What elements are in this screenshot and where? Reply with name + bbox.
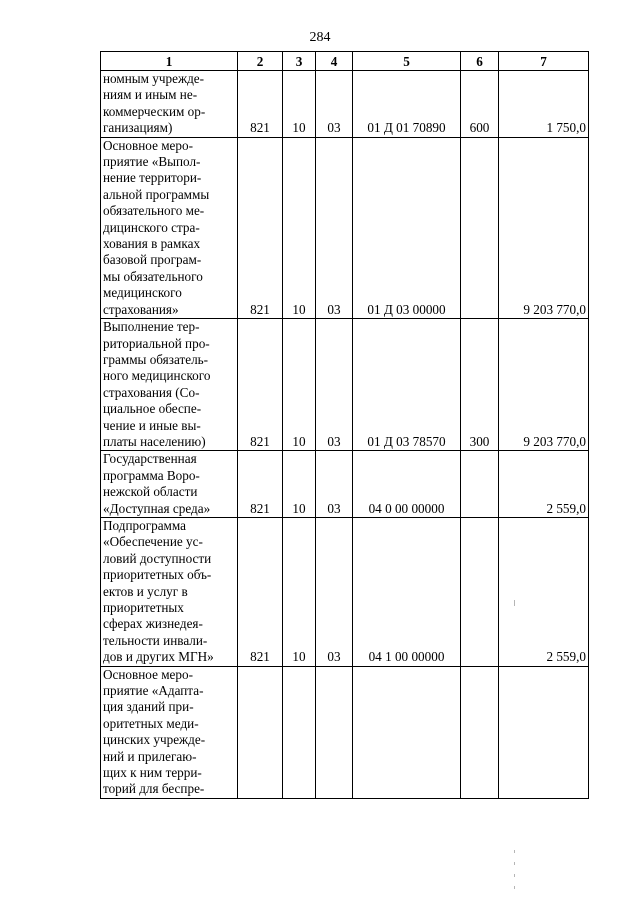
budget-table — [100, 51, 589, 799]
row-name: Подпрограмма «Обеспечение ус- ловий доступности приоритетных объ- ектов и услуг в приоритетных сферах жизнедея- тельности инвали- дов и других МГН» — [101, 517, 238, 666]
row-amount: 9 203 770,0 — [499, 137, 589, 318]
scan-artifact — [514, 600, 515, 606]
row-expense-type — [461, 666, 499, 798]
row-subsection: 03 — [316, 137, 353, 318]
header-col-3: 3 — [283, 52, 316, 71]
row-subsection: 03 — [316, 319, 353, 451]
row-amount: 2 559,0 — [499, 517, 589, 666]
row-subsection: 03 — [316, 71, 353, 138]
row-subsection: 03 — [316, 451, 353, 518]
row-expense-type — [461, 137, 499, 318]
row-target-article: 04 1 00 00000 — [353, 517, 461, 666]
row-name: Основное меро- приятие «Адапта- ция зданий при- оритетных меди- цинских учрежде- ний и прилегаю- щих к ним терри- торий для беспре- — [101, 666, 238, 798]
header-col-6: 6 — [461, 52, 499, 71]
table-row — [101, 71, 589, 138]
row-target-article — [353, 666, 461, 798]
row-grbs: 821 — [238, 451, 283, 518]
table-row — [101, 666, 589, 798]
table-row — [101, 517, 589, 666]
row-subsection: 03 — [316, 517, 353, 666]
row-grbs: 821 — [238, 71, 283, 138]
row-grbs: 821 — [238, 517, 283, 666]
row-target-article: 01 Д 03 78570 — [353, 319, 461, 451]
row-grbs: 821 — [238, 319, 283, 451]
scan-artifact — [514, 850, 515, 853]
row-amount — [499, 666, 589, 798]
row-target-article: 01 Д 03 00000 — [353, 137, 461, 318]
header-row — [101, 52, 589, 71]
row-grbs: 821 — [238, 137, 283, 318]
header-col-4: 4 — [316, 52, 353, 71]
row-expense-type: 300 — [461, 319, 499, 451]
row-section: 10 — [283, 517, 316, 666]
header-col-2: 2 — [238, 52, 283, 71]
scan-artifact — [514, 862, 515, 865]
table-row — [101, 451, 589, 518]
row-section: 10 — [283, 319, 316, 451]
scan-artifact — [514, 874, 515, 877]
page-number: 284 — [309, 30, 331, 45]
header-col-1: 1 — [101, 52, 238, 71]
header-col-7: 7 — [499, 52, 589, 71]
row-subsection — [316, 666, 353, 798]
row-grbs — [238, 666, 283, 798]
row-target-article: 04 0 00 00000 — [353, 451, 461, 518]
row-section: 10 — [283, 71, 316, 138]
table-row — [101, 137, 589, 318]
row-amount: 2 559,0 — [499, 451, 589, 518]
header-col-5: 5 — [353, 52, 461, 71]
row-section — [283, 666, 316, 798]
row-expense-type — [461, 517, 499, 666]
row-target-article: 01 Д 01 70890 — [353, 71, 461, 138]
row-section: 10 — [283, 137, 316, 318]
row-name: номным учрежде- ниям и иным не- коммерческим ор- ганизациям) — [101, 71, 238, 138]
scan-artifact — [514, 886, 515, 889]
row-name: Выполнение тер- риториальной про- граммы обязатель- ного медицинского страхования (Со- циальное обеспе- чение и иные вы- платы населению) — [101, 319, 238, 451]
row-name: Государственная программа Воро- нежской области «Доступная среда» — [101, 451, 238, 518]
table-row — [101, 319, 589, 451]
row-name: Основное меро- приятие «Выпол- нение территори- альной программы обязательного ме- дицинского стра- хования в рамках базовой програм- мы обязательного медицинского страхования» — [101, 137, 238, 318]
row-expense-type — [461, 451, 499, 518]
row-amount: 9 203 770,0 — [499, 319, 589, 451]
row-amount: 1 750,0 — [499, 71, 589, 138]
row-expense-type: 600 — [461, 71, 499, 138]
row-section: 10 — [283, 451, 316, 518]
